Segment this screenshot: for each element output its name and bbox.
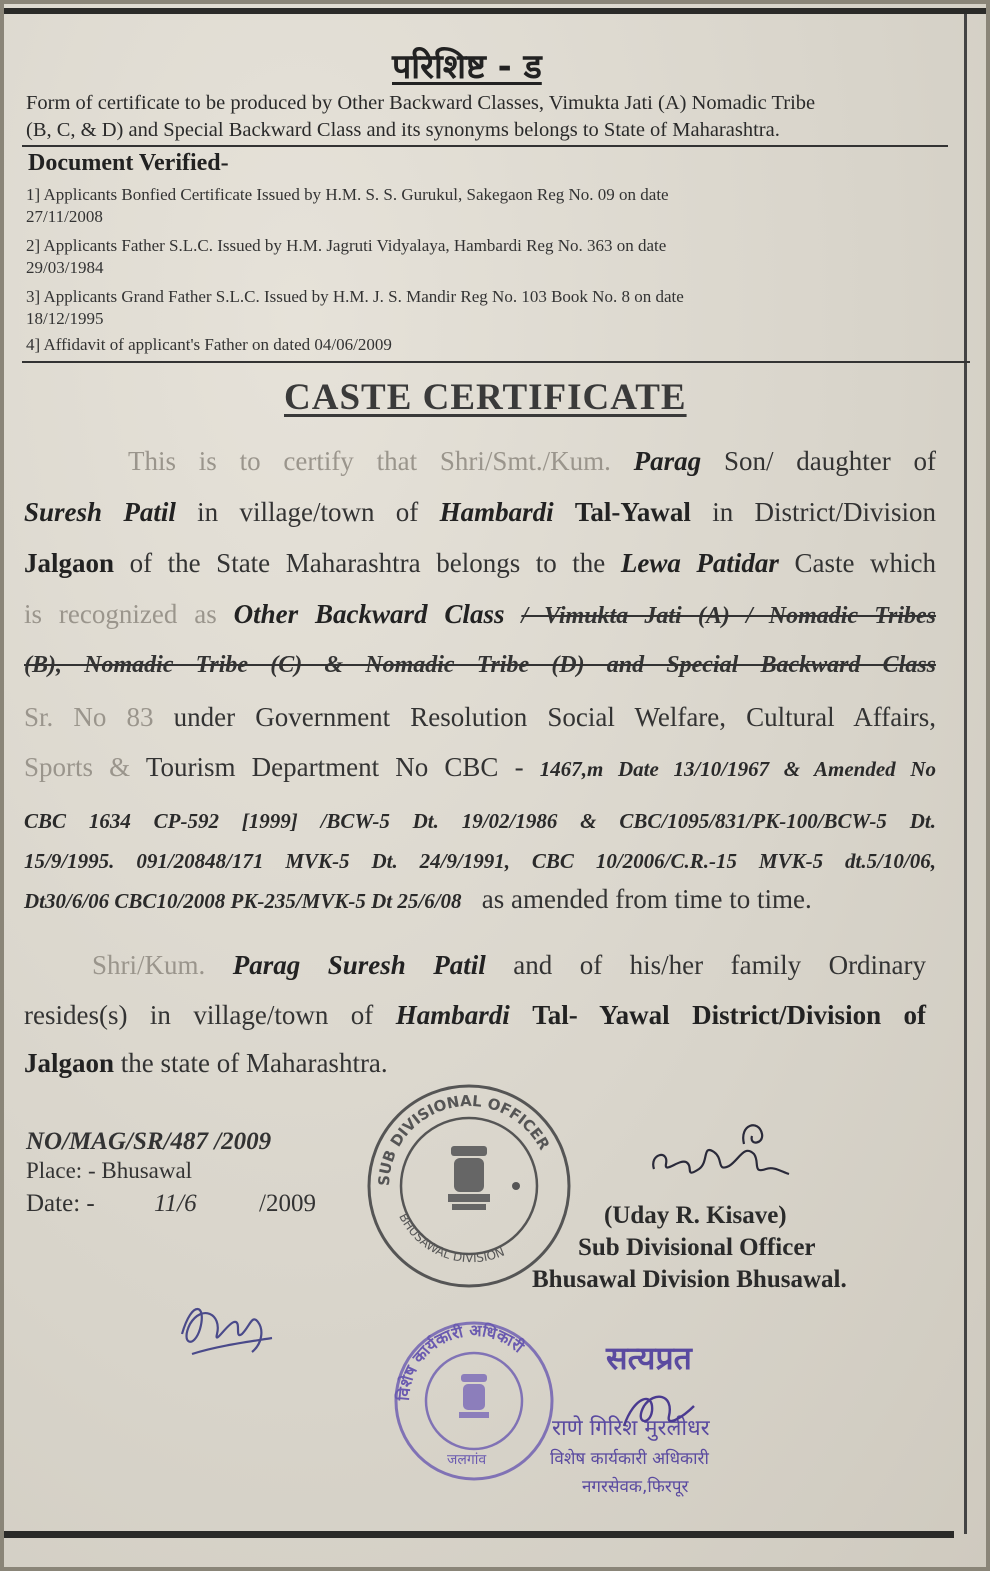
divider-1 — [22, 145, 948, 147]
attester-title: विशेष कार्यकारी अधिकारी — [550, 1449, 709, 1469]
seal2-bottom-text: जलगांव — [447, 1452, 487, 1468]
sdo-round-seal — [354, 1076, 594, 1296]
text-fragment: Shri/Kum. — [92, 950, 206, 980]
intro-line-1: Form of certificate to be produced by Other Backward Classes, Vimukta Jati (A) Nomadic Tribe — [26, 92, 816, 114]
officer-name: (Uday R. Kisave) — [604, 1202, 787, 1229]
emblem-icon — [459, 1374, 489, 1418]
reference-number: NO/MAG/SR/487 /2009 — [26, 1128, 272, 1155]
document-item-text: 3] Applicants Grand Father S.L.C. Issued by H.M. J. S. Mandir Reg No. 103 Book No. 8 on date — [26, 287, 684, 306]
applicant-first-name: Parag — [633, 446, 702, 476]
executive-officer-seal — [389, 1316, 559, 1486]
document-item-text: 4] Affidavit of applicant's Father on dated 04/06/2009 — [26, 335, 392, 354]
text-fragment: Tourism Department No CBC - — [145, 752, 524, 782]
attester-name: राणे गिरिश मुरलीधर — [552, 1416, 710, 1441]
para1-line-3 — [24, 548, 936, 579]
document-item-3 — [26, 286, 866, 330]
text-fragment: is recognized as — [24, 599, 217, 629]
text-fragment: of the State Maharashtra belongs to the — [129, 548, 606, 578]
para1-line-8 — [24, 804, 936, 835]
form-intro — [26, 90, 951, 144]
document-item-date: 18/12/1995 — [26, 309, 104, 328]
text-fragment: resides(s) in village/town of — [24, 1000, 374, 1030]
serial-number: Sr. No 83 — [24, 702, 154, 732]
para1-line-6 — [24, 702, 936, 733]
seal-text-bottom: BHUSAWAL DIVISION — [396, 1210, 507, 1266]
seal-text-top: SUB DIVISIONAL OFFICER — [374, 1091, 554, 1187]
date-year: /2009 — [259, 1190, 316, 1217]
district-name: Jalgaon — [24, 548, 115, 578]
right-border — [964, 14, 967, 1534]
intro-line-2: (B, C, & D) and Special Backward Class and its synonyms belongs to State of Maharashtra. — [26, 119, 780, 141]
struck-categories: (B), Nomadic Tribe (C) & Nomadic Tribe (D) and Special Backward Class — [24, 652, 936, 678]
father-name: Suresh Patil — [24, 497, 176, 527]
top-border — [4, 8, 986, 14]
documents-heading: Document Verified- — [28, 150, 229, 176]
appendix-title: परिशिष्ट - ड — [392, 47, 542, 87]
para1-line-10 — [24, 884, 884, 915]
caste-name: Lewa Patidar — [620, 548, 779, 578]
true-copy-stamp: सत्यप्रत — [606, 1339, 692, 1377]
resolution-reference: CBC 1634 CP-592 [1999] /BCW-5 Dt. 19/02/1986 & CBC/1095/831/PK-100/BCW-5 Dt. — [24, 809, 936, 833]
seal2-text: विशेष कार्यकारी अधिकारी — [393, 1320, 528, 1402]
text-fragment: in District/Division — [712, 497, 937, 527]
divider-2 — [22, 361, 970, 363]
text-fragment: under Government Resolution Social Welfare, Cultural Affairs, — [173, 702, 936, 732]
officer-signature — [644, 1114, 804, 1194]
document-item-text: 2] Applicants Father S.L.C. Issued by H.M. Jagruti Vidyalaya, Hambardi Reg No. 363 on date — [26, 236, 667, 255]
para1-line-2 — [24, 497, 936, 528]
initial-signature — [172, 1294, 282, 1364]
text-fragment: and of his/her family Ordinary — [513, 950, 927, 980]
text-fragment: the state of Maharashtra. — [120, 1048, 388, 1078]
bottom-border — [4, 1531, 954, 1538]
para1-line-1 — [128, 446, 936, 477]
text-fragment: Son/ daughter of — [723, 446, 936, 476]
certificate-title: CASTE CERTIFICATE — [284, 377, 687, 418]
text-fragment: Caste which — [794, 548, 936, 578]
document-item-1 — [26, 184, 866, 228]
text-fragment: as amended from time to time. — [481, 884, 812, 914]
text-fragment: Sports & — [24, 752, 131, 782]
officer-office: Bhusawal Division Bhusawal. — [532, 1266, 847, 1293]
applicant-full-name: Parag Suresh Patil — [232, 950, 486, 980]
para2-line-1 — [92, 950, 926, 981]
para2-line-2 — [24, 1000, 926, 1031]
village-name: Hambardi — [439, 497, 554, 527]
document-item-4 — [26, 334, 866, 356]
place-line: Place: - Bhusawal — [26, 1158, 193, 1183]
attester-location: नगरसेवक,फिरपूर — [582, 1477, 689, 1497]
date-value: 11/6 — [154, 1190, 197, 1217]
document-item-date: 29/03/1984 — [26, 258, 104, 277]
para1-line-5 — [24, 652, 936, 679]
struck-categories: / Vimukta Jati (A) / Nomadic Tribes — [521, 603, 937, 629]
district-name: Jalgaon — [24, 1048, 115, 1078]
text-fragment: This is to certify that Shri/Smt./Kum. — [128, 446, 611, 476]
text-fragment: in village/town of — [197, 497, 419, 527]
para1-line-9 — [24, 844, 936, 875]
taluka-name: Tal-Yawal — [574, 497, 691, 527]
date-label: Date: - — [26, 1190, 95, 1217]
document-item-date: 27/11/2008 — [26, 207, 103, 226]
document-item-text: 1] Applicants Bonfied Certificate Issued by H.M. S. S. Gurukul, Sakegaon Reg No. 09 on date — [26, 185, 669, 204]
class-name: Other Backward Class — [233, 599, 505, 629]
document-item-2 — [26, 235, 866, 279]
village-name: Hambardi — [395, 1000, 510, 1030]
officer-title: Sub Divisional Officer — [578, 1234, 816, 1261]
para2-line-3 — [24, 1048, 388, 1079]
emblem-icon — [448, 1146, 490, 1210]
certificate-page — [4, 4, 986, 1567]
resolution-reference: Dt30/6/06 CBC10/2008 PK-235/MVK-5 Dt 25/6/08 — [24, 889, 462, 913]
para1-line-7 — [24, 752, 936, 783]
text-fragment: Tal- Yawal District/Division of — [532, 1000, 927, 1030]
resolution-reference: 1467,m Date 13/10/1967 & Amended No — [539, 757, 937, 781]
attester-signature — [614, 1386, 704, 1436]
para1-line-4 — [24, 599, 936, 630]
resolution-reference: 15/9/1995. 091/20848/171 MVK-5 Dt. 24/9/1991, CBC 10/2006/C.R.-15 MVK-5 dt.5/10/06, — [24, 849, 936, 873]
